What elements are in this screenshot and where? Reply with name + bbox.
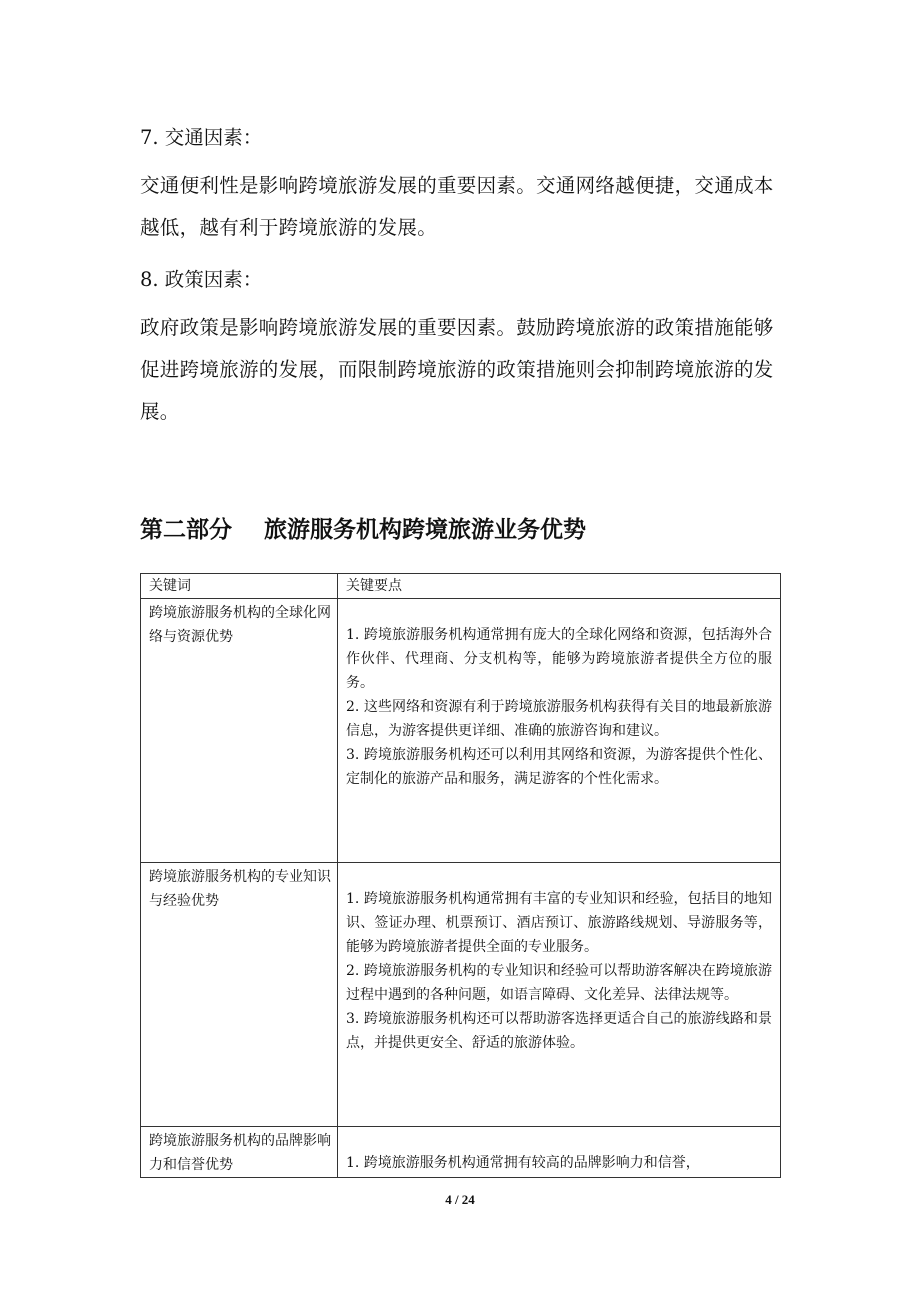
key-point: 1. 跨境旅游服务机构通常拥有丰富的专业知识和经验，包括目的地知识、签证办理、机票预订、酒店预订、旅游路线规划、导游服务等，能够为跨境旅游者提供全面的专业服务。 [346,891,772,955]
table-row [141,863,781,1127]
key-point: 1. 跨境旅游服务机构通常拥有较高的品牌影响力和信誉， [346,1155,700,1171]
keyword-text: 跨境旅游服务机构的品牌影响力和信誉优势 [149,1133,331,1173]
table-cell-keyword [141,863,338,1127]
table-row [141,1127,781,1178]
item-7-text: 交通便利性是影响跨境旅游发展的重要因素。交通网络越便捷，交通成本越低，越有利于跨境旅游的发展。 [140,174,774,239]
table-row [141,599,781,863]
table-cell-keyword [141,1127,338,1178]
table-cell-points [338,599,781,863]
section-title: 第二部分 旅游服务机构跨境旅游业务优势 [140,517,587,543]
table-header-keyword: 关键词 [141,574,338,599]
item-8-heading: 8. 政策因素： [140,268,263,291]
table-cell-points [338,863,781,1127]
table-cell-points [338,1127,781,1178]
table-header-row [141,574,781,599]
key-point: 1. 跨境旅游服务机构通常拥有庞大的全球化网络和资源，包括海外合作伙伴、代理商、分支机构等，能够为跨境旅游者提供全方位的服务。 [346,627,772,691]
key-point: 3. 跨境旅游服务机构还可以利用其网络和资源，为游客提供个性化、定制化的旅游产品和服务，满足游客的个性化需求。 [346,747,772,787]
key-point: 2. 跨境旅游服务机构的专业知识和经验可以帮助游客解决在跨境旅游过程中遇到的各种问题，如语言障碍、文化差异、法律法规等。 [346,963,772,1003]
page-number: 4 / 24 [445,1192,475,1207]
keyword-text: 跨境旅游服务机构的全球化网络与资源优势 [149,605,331,645]
table-cell-keyword [141,599,338,863]
key-points-table [140,573,781,1178]
key-point: 2. 这些网络和资源有利于跨境旅游服务机构获得有关目的地最新旅游信息，为游客提供更详细、准确的旅游咨询和建议。 [346,699,772,739]
item-7-heading: 7. 交通因素： [140,126,263,149]
keyword-text: 跨境旅游服务机构的专业知识与经验优势 [149,869,331,909]
table-header-points: 关键要点 [338,574,781,599]
key-point: 3. 跨境旅游服务机构还可以帮助游客选择更适合自己的旅游线路和景点，并提供更安全、舒适的旅游体验。 [346,1011,772,1051]
item-8-text: 政府政策是影响跨境旅游发展的重要因素。鼓励跨境旅游的政策措施能够促进跨境旅游的发展，而限制跨境旅游的政策措施则会抑制跨境旅游的发展。 [140,316,774,423]
